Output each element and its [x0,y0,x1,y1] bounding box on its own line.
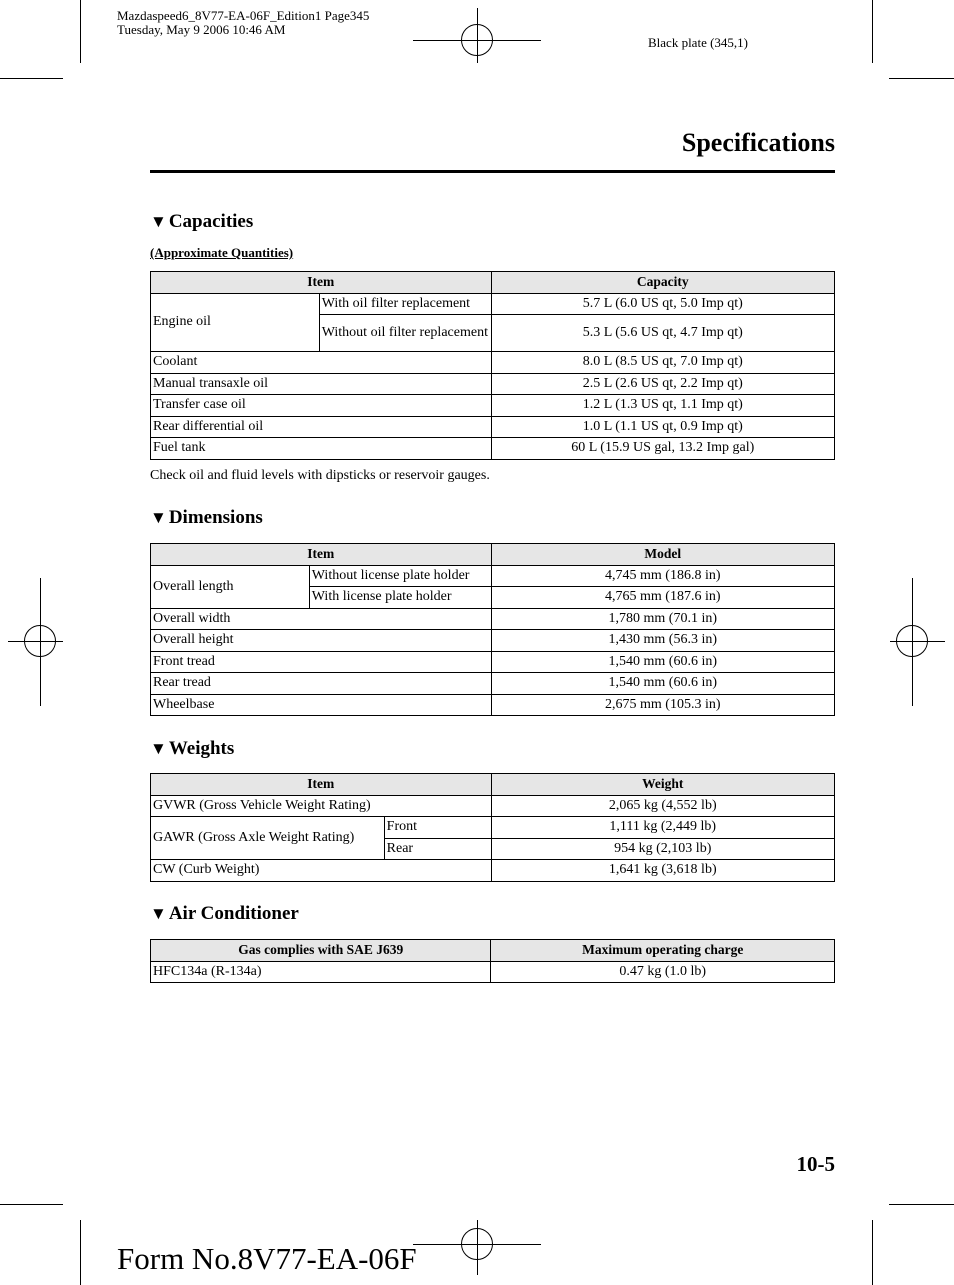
gawr-cell: GAWR (Gross Axle Weight Rating) [151,817,385,860]
table-cell: Overall height [151,630,492,652]
dimensions-heading-text: Dimensions [168,507,263,528]
table-cell: 954 kg (2,103 lb) [491,838,834,860]
table-row [151,651,835,673]
table-cell: Overall width [151,608,492,630]
table-cell: Rear differential oil [151,416,492,438]
table-cell: HFC134a (R-134a) [151,961,491,983]
capacities-heading [150,211,253,233]
col-header-gas: Gas complies with SAE J639 [151,940,491,962]
col-header-item: Item [151,774,492,796]
title-rule [150,170,835,173]
table-row [151,817,835,839]
table-row [151,395,835,417]
table-cell: 0.47 kg (1.0 lb) [491,961,835,983]
crop-mark [889,78,954,79]
triangle-icon: ▼ [150,212,167,231]
air-conditioner-heading [150,903,299,925]
dimensions-table [150,543,835,716]
table-row [151,565,835,587]
table-cell: 1,540 mm (60.6 in) [491,651,834,673]
crop-mark [872,0,873,63]
form-number: Form No.8V77-EA-06F [117,1241,417,1276]
table-cell: 1,780 mm (70.1 in) [491,608,834,630]
engine-oil-cell: Engine oil [151,293,320,352]
table-cell: 60 L (15.9 US gal, 13.2 Imp gal) [491,438,834,460]
weights-table [150,773,835,882]
table-cell: Without license plate holder [309,565,491,587]
registration-circle [24,625,56,657]
air-conditioner-heading-text: Air Conditioner [168,903,299,924]
crop-mark [80,0,81,63]
triangle-icon: ▼ [150,904,167,923]
table-row [151,608,835,630]
air-conditioner-table [150,939,835,983]
table-cell: 2,675 mm (105.3 in) [491,694,834,716]
plate-info: Black plate (345,1) [648,35,748,50]
page-title: Specifications [681,128,835,157]
triangle-icon: ▼ [150,508,167,527]
table-cell: Wheelbase [151,694,492,716]
table-row [151,673,835,695]
table-cell: 1,430 mm (56.3 in) [491,630,834,652]
table-cell: 2,065 kg (4,552 lb) [491,795,834,817]
table-cell: With oil filter replacement [319,293,491,315]
table-cell: 5.7 L (6.0 US qt, 5.0 Imp qt) [491,293,834,315]
table-cell: 4,745 mm (186.8 in) [491,565,834,587]
dimensions-heading [150,507,263,529]
table-cell: 1,111 kg (2,449 lb) [491,817,834,839]
table-cell: 8.0 L (8.5 US qt, 7.0 Imp qt) [491,352,834,374]
table-cell: Manual transaxle oil [151,373,492,395]
table-cell: With license plate holder [309,587,491,609]
table-cell: Fuel tank [151,438,492,460]
file-info-line2: Tuesday, May 9 2006 10:46 AM [117,22,286,37]
crop-mark [0,1204,63,1205]
table-cell: Coolant [151,352,492,374]
table-cell: Rear tread [151,673,492,695]
table-cell: 5.3 L (5.6 US qt, 4.7 Imp qt) [491,315,834,352]
table-cell: Rear [384,838,491,860]
table-row [151,352,835,374]
table-cell: Transfer case oil [151,395,492,417]
table-cell: 1.0 L (1.1 US qt, 0.9 Imp qt) [491,416,834,438]
col-header-capacity: Capacity [491,272,834,294]
table-cell: CW (Curb Weight) [151,860,492,882]
table-cell: 1.2 L (1.3 US qt, 1.1 Imp qt) [491,395,834,417]
table-row [151,293,835,315]
table-cell: 1,540 mm (60.6 in) [491,673,834,695]
col-header-model: Model [491,544,834,566]
table-cell: Without oil filter replacement [319,315,491,352]
table-cell: Front [384,817,491,839]
table-row [151,438,835,460]
crop-mark [80,1220,81,1285]
table-cell: Front tread [151,651,492,673]
table-cell: 2.5 L (2.6 US qt, 2.2 Imp qt) [491,373,834,395]
weights-heading [150,738,234,760]
capacities-table [150,271,835,460]
triangle-icon: ▼ [150,739,167,758]
page-number: 10-5 [796,1152,835,1176]
table-row [151,860,835,882]
table-cell: 1,641 kg (3,618 lb) [491,860,834,882]
table-row [151,694,835,716]
capacities-heading-text: Capacities [168,211,254,232]
table-row [151,416,835,438]
capacities-note: Check oil and fluid levels with dipsticks or reservoir gauges. [150,468,490,483]
col-header-item: Item [151,272,492,294]
registration-circle [896,625,928,657]
col-header-item: Item [151,544,492,566]
table-cell: 4,765 mm (187.6 in) [491,587,834,609]
table-row [151,961,835,983]
col-header-charge: Maximum operating charge [491,940,835,962]
crop-mark [872,1220,873,1285]
table-row [151,630,835,652]
weights-heading-text: Weights [168,738,235,759]
registration-circle [461,24,493,56]
registration-circle [461,1228,493,1260]
file-info-line1: Mazdaspeed6_8V77-EA-06F_Edition1 Page345 [117,8,370,23]
table-cell: GVWR (Gross Vehicle Weight Rating) [151,795,492,817]
capacities-subheading: (Approximate Quantities) [150,245,294,260]
table-row [151,373,835,395]
crop-mark [0,78,63,79]
crop-mark [889,1204,954,1205]
overall-length-cell: Overall length [151,565,310,608]
table-row [151,795,835,817]
col-header-weight: Weight [491,774,834,796]
